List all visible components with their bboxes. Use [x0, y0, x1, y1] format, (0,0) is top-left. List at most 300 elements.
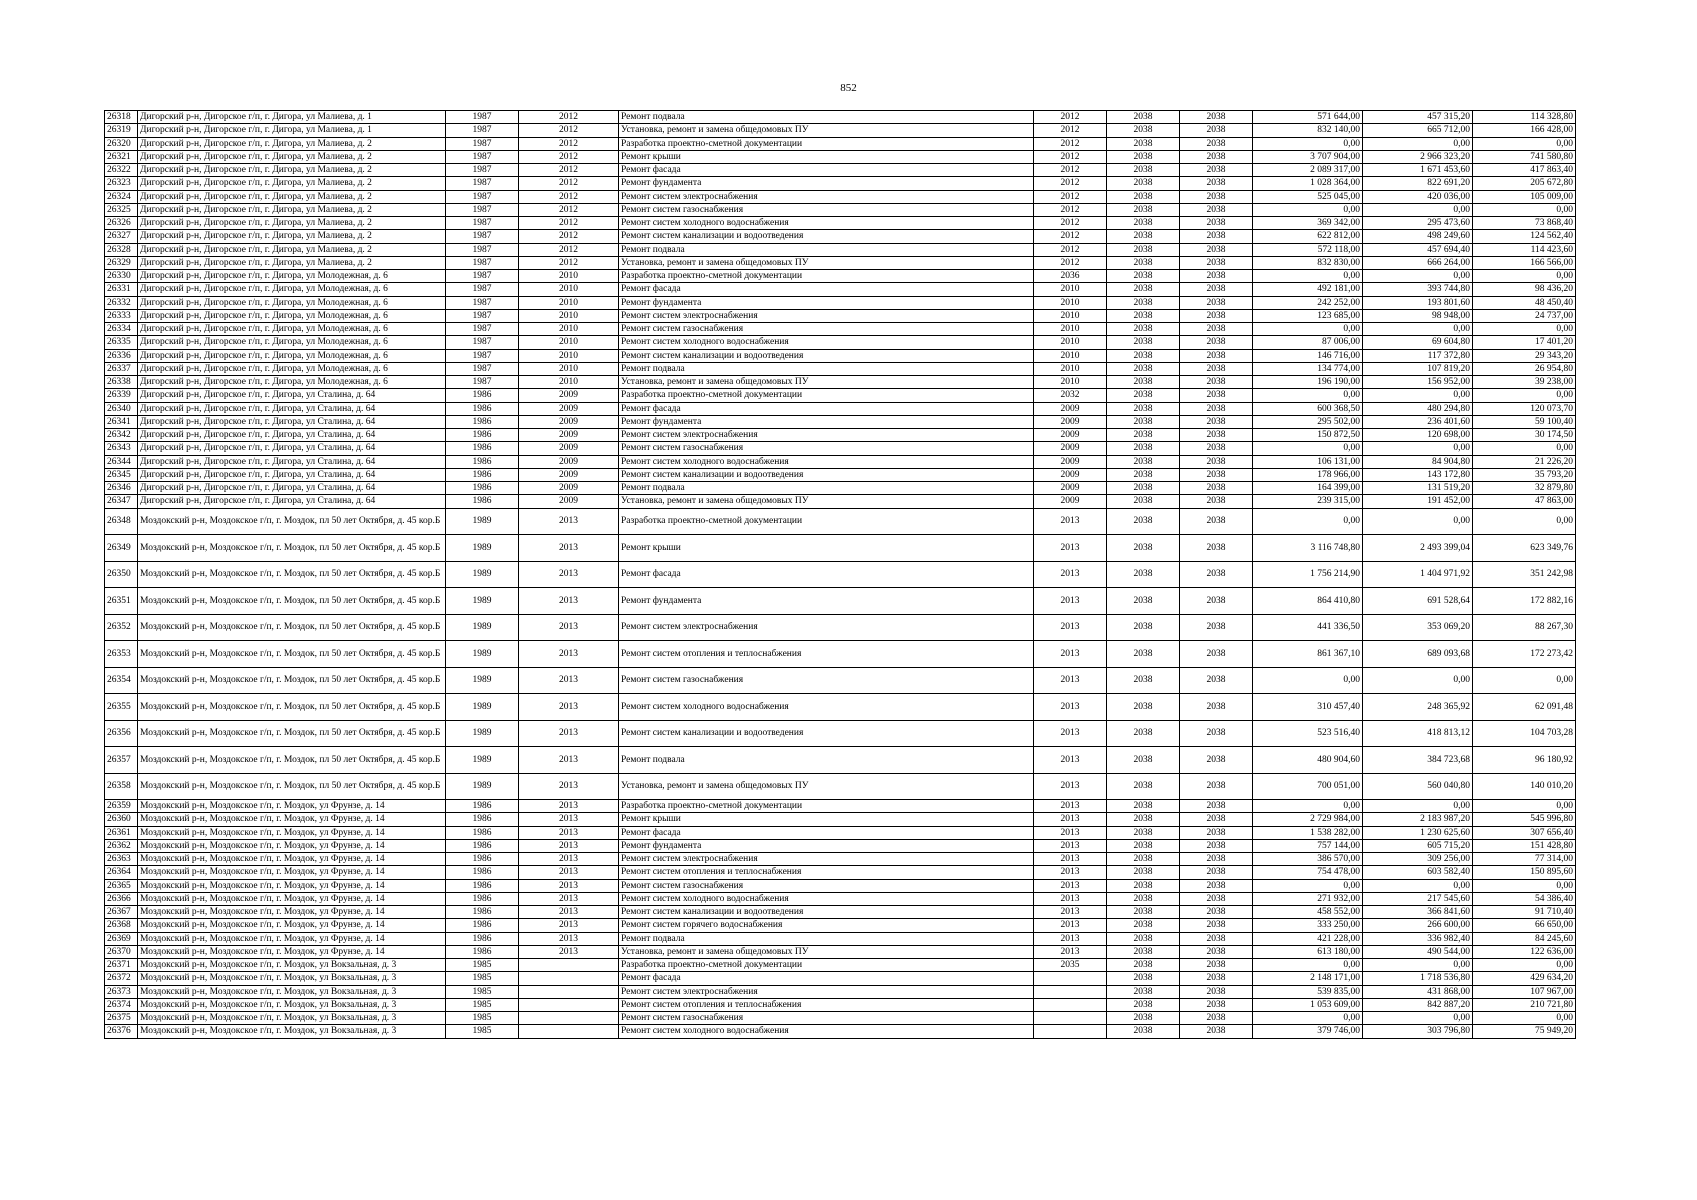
cell-plan-year: 2013	[1034, 614, 1107, 641]
cell-fund-cost: 2 493 399,04	[1363, 535, 1473, 562]
cell-row-number: 26322	[105, 164, 138, 177]
cell-total-cost: 178 966,00	[1253, 468, 1363, 481]
cell-build-year: 1989	[446, 773, 519, 800]
cell-row-number: 26331	[105, 283, 138, 296]
cell-plan-year: 2013	[1034, 945, 1107, 958]
cell-owner-cost: 166 566,00	[1473, 256, 1576, 269]
cell-fund-cost: 0,00	[1363, 270, 1473, 283]
cell-total-cost: 832 140,00	[1253, 124, 1363, 137]
cell-fund-cost: 295 473,60	[1363, 217, 1473, 230]
cell-fund-cost: 457 694,40	[1363, 243, 1473, 256]
cell-start-year: 2038	[1107, 190, 1180, 203]
cell-work-type: Ремонт систем холодного водоснабжения	[619, 694, 1034, 721]
cell-total-cost: 441 336,50	[1253, 614, 1363, 641]
cell-row-number: 26358	[105, 773, 138, 800]
cell-owner-cost: 545 996,80	[1473, 813, 1576, 826]
cell-last-repair-year: 2013	[519, 800, 619, 813]
table-row	[105, 932, 1576, 945]
table-row	[105, 429, 1576, 442]
cell-owner-cost: 114 328,80	[1473, 111, 1576, 124]
cell-address: Моздокский р-н, Моздокское г/п, г. Моздок, ул Фрунзе, д. 14	[138, 892, 446, 905]
cell-row-number: 26324	[105, 190, 138, 203]
table-row	[105, 389, 1576, 402]
cell-fund-cost: 120 698,00	[1363, 429, 1473, 442]
cell-plan-year: 2013	[1034, 866, 1107, 879]
cell-total-cost: 1 756 214,90	[1253, 561, 1363, 588]
cell-build-year: 1986	[446, 826, 519, 839]
cell-start-year: 2038	[1107, 998, 1180, 1011]
cell-address: Моздокский р-н, Моздокское г/п, г. Моздок, пл 50 лет Октября, д. 45 кор.Б	[138, 641, 446, 668]
cell-total-cost: 539 835,00	[1253, 985, 1363, 998]
cell-total-cost: 0,00	[1253, 323, 1363, 336]
cell-build-year: 1989	[446, 641, 519, 668]
cell-start-year: 2038	[1107, 1012, 1180, 1025]
cell-work-type: Ремонт систем электроснабжения	[619, 853, 1034, 866]
cell-start-year: 2038	[1107, 137, 1180, 150]
cell-start-year: 2038	[1107, 217, 1180, 230]
cell-plan-year: 2009	[1034, 415, 1107, 428]
cell-plan-year: 2012	[1034, 137, 1107, 150]
cell-build-year: 1986	[446, 442, 519, 455]
cell-row-number: 26329	[105, 256, 138, 269]
table-row	[105, 217, 1576, 230]
table-row	[105, 998, 1576, 1011]
cell-build-year: 1986	[446, 495, 519, 508]
cell-end-year: 2038	[1180, 945, 1253, 958]
cell-row-number: 26375	[105, 1012, 138, 1025]
cell-end-year: 2038	[1180, 919, 1253, 932]
cell-work-type: Ремонт подвала	[619, 482, 1034, 495]
cell-owner-cost: 0,00	[1473, 959, 1576, 972]
cell-total-cost: 1 053 609,00	[1253, 998, 1363, 1011]
cell-work-type: Ремонт подвала	[619, 243, 1034, 256]
cell-end-year: 2038	[1180, 349, 1253, 362]
cell-last-repair-year: 2010	[519, 283, 619, 296]
cell-plan-year: 2036	[1034, 270, 1107, 283]
cell-work-type: Ремонт систем холодного водоснабжения	[619, 336, 1034, 349]
cell-last-repair-year: 2013	[519, 747, 619, 774]
cell-build-year: 1986	[446, 853, 519, 866]
cell-end-year: 2038	[1180, 1012, 1253, 1025]
cell-owner-cost: 0,00	[1473, 270, 1576, 283]
cell-plan-year	[1034, 1012, 1107, 1025]
cell-build-year: 1989	[446, 535, 519, 562]
cell-end-year: 2038	[1180, 667, 1253, 694]
cell-address: Моздокский р-н, Моздокское г/п, г. Моздок, пл 50 лет Октября, д. 45 кор.Б	[138, 747, 446, 774]
cell-address: Моздокский р-н, Моздокское г/п, г. Моздок, ул Фрунзе, д. 14	[138, 826, 446, 839]
cell-last-repair-year: 2012	[519, 164, 619, 177]
cell-plan-year	[1034, 1025, 1107, 1038]
cell-last-repair-year: 2013	[519, 641, 619, 668]
table-row	[105, 402, 1576, 415]
cell-plan-year: 2013	[1034, 535, 1107, 562]
cell-owner-cost: 35 793,20	[1473, 468, 1576, 481]
table-row	[105, 124, 1576, 137]
cell-total-cost: 150 872,50	[1253, 429, 1363, 442]
cell-row-number: 26323	[105, 177, 138, 190]
cell-address: Дигорский р-н, Дигорское г/п, г. Дигора, ул Молодежная, д. 6	[138, 376, 446, 389]
cell-build-year: 1989	[446, 614, 519, 641]
table-row	[105, 336, 1576, 349]
cell-start-year: 2038	[1107, 535, 1180, 562]
cell-build-year: 1987	[446, 296, 519, 309]
cell-row-number: 26360	[105, 813, 138, 826]
cell-owner-cost: 105 009,00	[1473, 190, 1576, 203]
cell-last-repair-year: 2012	[519, 243, 619, 256]
cell-owner-cost: 0,00	[1473, 442, 1576, 455]
cell-build-year: 1986	[446, 945, 519, 958]
cell-work-type: Установка, ремонт и замена общедомовых ПУ	[619, 495, 1034, 508]
cell-work-type: Ремонт фасада	[619, 826, 1034, 839]
cell-start-year: 2038	[1107, 641, 1180, 668]
cell-row-number: 26319	[105, 124, 138, 137]
cell-fund-cost: 107 819,20	[1363, 362, 1473, 375]
cell-start-year: 2038	[1107, 111, 1180, 124]
table-row	[105, 866, 1576, 879]
cell-address: Дигорский р-н, Дигорское г/п, г. Дигора, ул Сталина, д. 64	[138, 482, 446, 495]
cell-end-year: 2038	[1180, 217, 1253, 230]
cell-address: Дигорский р-н, Дигорское г/п, г. Дигора, ул Сталина, д. 64	[138, 429, 446, 442]
cell-build-year: 1986	[446, 932, 519, 945]
cell-address: Дигорский р-н, Дигорское г/п, г. Дигора, ул Сталина, д. 64	[138, 495, 446, 508]
table-row	[105, 190, 1576, 203]
cell-end-year: 2038	[1180, 362, 1253, 375]
cell-end-year: 2038	[1180, 773, 1253, 800]
cell-build-year: 1986	[446, 402, 519, 415]
cell-total-cost: 0,00	[1253, 137, 1363, 150]
table-row	[105, 826, 1576, 839]
cell-start-year: 2038	[1107, 919, 1180, 932]
page-number: 852	[840, 82, 857, 94]
cell-end-year: 2038	[1180, 124, 1253, 137]
cell-last-repair-year: 2009	[519, 442, 619, 455]
cell-last-repair-year	[519, 1025, 619, 1038]
cell-start-year: 2038	[1107, 164, 1180, 177]
cell-address: Дигорский р-н, Дигорское г/п, г. Дигора, ул Молодежная, д. 6	[138, 362, 446, 375]
cell-build-year: 1987	[446, 164, 519, 177]
cell-build-year: 1986	[446, 800, 519, 813]
cell-end-year: 2038	[1180, 1025, 1253, 1038]
cell-row-number: 26349	[105, 535, 138, 562]
cell-start-year: 2038	[1107, 747, 1180, 774]
cell-row-number: 26338	[105, 376, 138, 389]
cell-row-number: 26332	[105, 296, 138, 309]
cell-row-number: 26359	[105, 800, 138, 813]
cell-owner-cost: 623 349,76	[1473, 535, 1576, 562]
cell-work-type: Разработка проектно-сметной документации	[619, 959, 1034, 972]
cell-address: Моздокский р-н, Моздокское г/п, г. Моздок, ул Фрунзе, д. 14	[138, 932, 446, 945]
cell-start-year: 2038	[1107, 667, 1180, 694]
cell-owner-cost: 122 636,00	[1473, 945, 1576, 958]
cell-address: Дигорский р-н, Дигорское г/п, г. Дигора, ул Сталина, д. 64	[138, 468, 446, 481]
cell-row-number: 26362	[105, 839, 138, 852]
cell-fund-cost: 2 183 987,20	[1363, 813, 1473, 826]
cell-address: Моздокский р-н, Моздокское г/п, г. Моздок, пл 50 лет Октября, д. 45 кор.Б	[138, 614, 446, 641]
cell-end-year: 2038	[1180, 747, 1253, 774]
cell-build-year: 1986	[446, 389, 519, 402]
cell-fund-cost: 0,00	[1363, 389, 1473, 402]
cell-fund-cost: 605 715,20	[1363, 839, 1473, 852]
cell-last-repair-year: 2012	[519, 203, 619, 216]
cell-owner-cost: 151 428,80	[1473, 839, 1576, 852]
cell-plan-year: 2013	[1034, 720, 1107, 747]
cell-end-year: 2038	[1180, 535, 1253, 562]
cell-owner-cost: 30 174,50	[1473, 429, 1576, 442]
cell-last-repair-year: 2012	[519, 190, 619, 203]
cell-work-type: Ремонт крыши	[619, 813, 1034, 826]
cell-work-type: Ремонт систем канализации и водоотведения	[619, 230, 1034, 243]
cell-build-year: 1987	[446, 349, 519, 362]
cell-build-year: 1987	[446, 217, 519, 230]
cell-work-type: Ремонт систем электроснабжения	[619, 429, 1034, 442]
cell-end-year: 2038	[1180, 296, 1253, 309]
cell-fund-cost: 131 519,20	[1363, 482, 1473, 495]
cell-address: Дигорский р-н, Дигорское г/п, г. Дигора, ул Сталина, д. 64	[138, 402, 446, 415]
cell-start-year: 2038	[1107, 402, 1180, 415]
cell-work-type: Ремонт систем газоснабжения	[619, 442, 1034, 455]
cell-build-year: 1989	[446, 588, 519, 615]
cell-last-repair-year: 2013	[519, 813, 619, 826]
cell-end-year: 2038	[1180, 800, 1253, 813]
cell-fund-cost: 666 264,00	[1363, 256, 1473, 269]
cell-start-year: 2038	[1107, 349, 1180, 362]
cell-start-year: 2038	[1107, 1025, 1180, 1038]
cell-fund-cost: 156 952,00	[1363, 376, 1473, 389]
cell-plan-year: 2009	[1034, 442, 1107, 455]
cell-plan-year: 2013	[1034, 839, 1107, 852]
cell-last-repair-year	[519, 1012, 619, 1025]
cell-row-number: 26370	[105, 945, 138, 958]
cell-end-year: 2038	[1180, 442, 1253, 455]
cell-fund-cost: 1 718 536,80	[1363, 972, 1473, 985]
cell-work-type: Ремонт систем канализации и водоотведения	[619, 349, 1034, 362]
cell-owner-cost: 0,00	[1473, 667, 1576, 694]
cell-row-number: 26373	[105, 985, 138, 998]
cell-end-year: 2038	[1180, 389, 1253, 402]
cell-last-repair-year	[519, 998, 619, 1011]
cell-start-year: 2038	[1107, 813, 1180, 826]
cell-last-repair-year	[519, 959, 619, 972]
cell-address: Моздокский р-н, Моздокское г/п, г. Моздок, ул Вокзальная, д. 3	[138, 972, 446, 985]
cell-row-number: 26369	[105, 932, 138, 945]
cell-row-number: 26365	[105, 879, 138, 892]
cell-work-type: Разработка проектно-сметной документации	[619, 508, 1034, 535]
cell-build-year: 1987	[446, 256, 519, 269]
cell-address: Дигорский р-н, Дигорское г/п, г. Дигора, ул Малиева, д. 2	[138, 177, 446, 190]
table-row	[105, 588, 1576, 615]
cell-owner-cost: 29 343,20	[1473, 349, 1576, 362]
cell-last-repair-year: 2013	[519, 773, 619, 800]
cell-fund-cost: 431 868,00	[1363, 985, 1473, 998]
cell-total-cost: 146 716,00	[1253, 349, 1363, 362]
cell-plan-year: 2009	[1034, 482, 1107, 495]
cell-address: Дигорский р-н, Дигорское г/п, г. Дигора, ул Малиева, д. 2	[138, 190, 446, 203]
cell-start-year: 2038	[1107, 773, 1180, 800]
cell-owner-cost: 0,00	[1473, 203, 1576, 216]
cell-fund-cost: 0,00	[1363, 879, 1473, 892]
cell-row-number: 26364	[105, 866, 138, 879]
cell-build-year: 1987	[446, 336, 519, 349]
cell-total-cost: 0,00	[1253, 442, 1363, 455]
cell-work-type: Ремонт фасада	[619, 283, 1034, 296]
cell-end-year: 2038	[1180, 853, 1253, 866]
cell-owner-cost: 24 737,00	[1473, 309, 1576, 322]
cell-total-cost: 271 932,00	[1253, 892, 1363, 905]
cell-end-year: 2038	[1180, 455, 1253, 468]
cell-start-year: 2038	[1107, 468, 1180, 481]
cell-last-repair-year: 2012	[519, 177, 619, 190]
cell-start-year: 2038	[1107, 561, 1180, 588]
cell-owner-cost: 84 245,60	[1473, 932, 1576, 945]
cell-fund-cost: 2 966 323,20	[1363, 150, 1473, 163]
cell-build-year: 1986	[446, 455, 519, 468]
cell-total-cost: 861 367,10	[1253, 641, 1363, 668]
cell-plan-year: 2012	[1034, 243, 1107, 256]
cell-owner-cost: 0,00	[1473, 323, 1576, 336]
cell-address: Дигорский р-н, Дигорское г/п, г. Дигора, ул Малиева, д. 2	[138, 164, 446, 177]
cell-total-cost: 386 570,00	[1253, 853, 1363, 866]
cell-start-year: 2038	[1107, 892, 1180, 905]
cell-plan-year: 2013	[1034, 561, 1107, 588]
cell-end-year: 2038	[1180, 720, 1253, 747]
cell-end-year: 2038	[1180, 309, 1253, 322]
cell-owner-cost: 172 273,42	[1473, 641, 1576, 668]
cell-total-cost: 754 478,00	[1253, 866, 1363, 879]
cell-work-type: Разработка проектно-сметной документации	[619, 270, 1034, 283]
cell-total-cost: 242 252,00	[1253, 296, 1363, 309]
cell-total-cost: 164 399,00	[1253, 482, 1363, 495]
table-row	[105, 919, 1576, 932]
cell-plan-year: 2013	[1034, 879, 1107, 892]
cell-work-type: Разработка проектно-сметной документации	[619, 389, 1034, 402]
cell-plan-year: 2013	[1034, 826, 1107, 839]
cell-plan-year	[1034, 972, 1107, 985]
cell-address: Моздокский р-н, Моздокское г/п, г. Моздок, ул Фрунзе, д. 14	[138, 945, 446, 958]
cell-total-cost: 572 118,00	[1253, 243, 1363, 256]
cell-owner-cost: 124 562,40	[1473, 230, 1576, 243]
cell-end-year: 2038	[1180, 402, 1253, 415]
cell-fund-cost: 0,00	[1363, 667, 1473, 694]
table-row	[105, 415, 1576, 428]
table-row	[105, 111, 1576, 124]
cell-total-cost: 864 410,80	[1253, 588, 1363, 615]
cell-fund-cost: 0,00	[1363, 800, 1473, 813]
cell-plan-year: 2012	[1034, 190, 1107, 203]
cell-end-year: 2038	[1180, 468, 1253, 481]
cell-start-year: 2038	[1107, 959, 1180, 972]
cell-start-year: 2038	[1107, 309, 1180, 322]
cell-owner-cost: 75 949,20	[1473, 1025, 1576, 1038]
cell-address: Дигорский р-н, Дигорское г/п, г. Дигора, ул Малиева, д. 2	[138, 256, 446, 269]
cell-build-year: 1987	[446, 323, 519, 336]
cell-end-year: 2038	[1180, 137, 1253, 150]
cell-address: Дигорский р-н, Дигорское г/п, г. Дигора, ул Малиева, д. 2	[138, 203, 446, 216]
cell-build-year: 1986	[446, 879, 519, 892]
cell-row-number: 26366	[105, 892, 138, 905]
cell-build-year: 1986	[446, 429, 519, 442]
cell-work-type: Ремонт систем электроснабжения	[619, 309, 1034, 322]
cell-work-type: Ремонт подвала	[619, 362, 1034, 375]
cell-row-number: 26318	[105, 111, 138, 124]
cell-last-repair-year: 2013	[519, 826, 619, 839]
cell-end-year: 2038	[1180, 323, 1253, 336]
cell-total-cost: 421 228,00	[1253, 932, 1363, 945]
cell-address: Моздокский р-н, Моздокское г/п, г. Моздок, ул Фрунзе, д. 14	[138, 919, 446, 932]
cell-work-type: Ремонт фасада	[619, 561, 1034, 588]
cell-plan-year: 2010	[1034, 309, 1107, 322]
cell-address: Моздокский р-н, Моздокское г/п, г. Моздок, пл 50 лет Октября, д. 45 кор.Б	[138, 773, 446, 800]
cell-row-number: 26368	[105, 919, 138, 932]
cell-plan-year: 2012	[1034, 124, 1107, 137]
cell-owner-cost: 17 401,20	[1473, 336, 1576, 349]
cell-last-repair-year: 2012	[519, 150, 619, 163]
cell-start-year: 2038	[1107, 362, 1180, 375]
table-row	[105, 296, 1576, 309]
cell-owner-cost: 21 226,20	[1473, 455, 1576, 468]
table-row	[105, 230, 1576, 243]
cell-plan-year: 2009	[1034, 468, 1107, 481]
cell-fund-cost: 603 582,40	[1363, 866, 1473, 879]
cell-end-year: 2038	[1180, 813, 1253, 826]
cell-plan-year: 2013	[1034, 773, 1107, 800]
cell-row-number: 26350	[105, 561, 138, 588]
cell-build-year: 1989	[446, 747, 519, 774]
cell-build-year: 1986	[446, 813, 519, 826]
cell-fund-cost: 236 401,60	[1363, 415, 1473, 428]
cell-build-year: 1986	[446, 866, 519, 879]
cell-build-year: 1985	[446, 1025, 519, 1038]
cell-address: Дигорский р-н, Дигорское г/п, г. Дигора, ул Молодежная, д. 6	[138, 349, 446, 362]
table-row	[105, 773, 1576, 800]
cell-build-year: 1987	[446, 362, 519, 375]
cell-row-number: 26363	[105, 853, 138, 866]
cell-start-year: 2038	[1107, 839, 1180, 852]
cell-row-number: 26321	[105, 150, 138, 163]
cell-last-repair-year: 2009	[519, 402, 619, 415]
cell-build-year: 1985	[446, 985, 519, 998]
cell-address: Моздокский р-н, Моздокское г/п, г. Моздок, ул Фрунзе, д. 14	[138, 839, 446, 852]
cell-end-year: 2038	[1180, 482, 1253, 495]
cell-last-repair-year: 2013	[519, 561, 619, 588]
cell-last-repair-year	[519, 985, 619, 998]
cell-plan-year: 2010	[1034, 296, 1107, 309]
cell-build-year: 1985	[446, 959, 519, 972]
cell-work-type: Разработка проектно-сметной документации	[619, 137, 1034, 150]
cell-last-repair-year: 2012	[519, 217, 619, 230]
cell-owner-cost: 0,00	[1473, 879, 1576, 892]
cell-work-type: Ремонт подвала	[619, 747, 1034, 774]
cell-row-number: 26351	[105, 588, 138, 615]
cell-owner-cost: 54 386,40	[1473, 892, 1576, 905]
cell-work-type: Ремонт систем канализации и водоотведения	[619, 906, 1034, 919]
cell-owner-cost: 48 450,40	[1473, 296, 1576, 309]
cell-end-year: 2038	[1180, 415, 1253, 428]
cell-row-number: 26333	[105, 309, 138, 322]
table-row	[105, 256, 1576, 269]
cell-row-number: 26372	[105, 972, 138, 985]
cell-owner-cost: 39 238,00	[1473, 376, 1576, 389]
table-row	[105, 309, 1576, 322]
cell-start-year: 2038	[1107, 482, 1180, 495]
cell-plan-year: 2010	[1034, 362, 1107, 375]
cell-row-number: 26357	[105, 747, 138, 774]
cell-address: Дигорский р-н, Дигорское г/п, г. Дигора, ул Сталина, д. 64	[138, 415, 446, 428]
cell-last-repair-year: 2010	[519, 309, 619, 322]
cell-owner-cost: 104 703,28	[1473, 720, 1576, 747]
table-row	[105, 985, 1576, 998]
cell-fund-cost: 353 069,20	[1363, 614, 1473, 641]
cell-work-type: Ремонт подвала	[619, 111, 1034, 124]
